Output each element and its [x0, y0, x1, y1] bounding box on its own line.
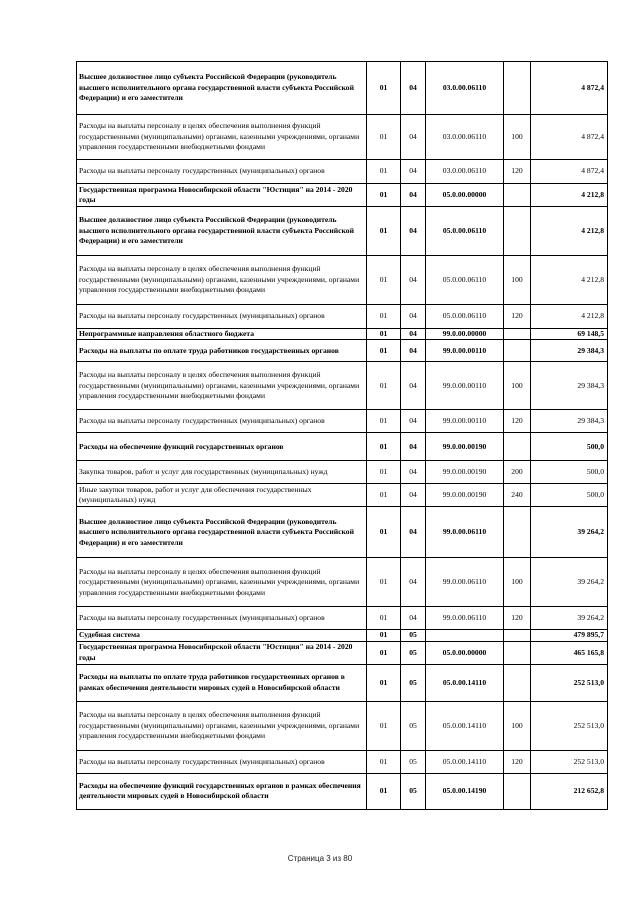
cell-expense-type: 120: [504, 410, 531, 433]
cell-amount: 39 264,2: [531, 607, 608, 630]
cell-expense-type: 120: [504, 750, 531, 773]
table-row: [77, 484, 608, 507]
cell-expense-type: 120: [504, 305, 531, 329]
table-row: [77, 461, 608, 484]
cell-section: 01: [367, 340, 401, 362]
cell-subsection: 05: [401, 664, 426, 701]
cell-name: Расходы на выплаты персоналу государственных (муниципальных) органов: [77, 750, 367, 773]
cell-section: 01: [367, 773, 401, 809]
cell-name: Закупка товаров, работ и услуг для государственных (муниципальных) нужд: [77, 461, 367, 484]
cell-subsection: 04: [401, 410, 426, 433]
table-row: [77, 773, 608, 809]
table-row: [77, 115, 608, 160]
cell-section: 01: [367, 701, 401, 750]
cell-section: 01: [367, 641, 401, 664]
cell-expense-type: [504, 630, 531, 641]
table-row: [77, 433, 608, 461]
cell-expense-type: [504, 340, 531, 362]
cell-target-article: 99.0.00.00110: [426, 410, 504, 433]
cell-target-article: 03.0.00.06110: [426, 62, 504, 115]
cell-section: 01: [367, 630, 401, 641]
cell-name: Расходы на выплаты персоналу в целях обеспечения выполнения функций государственными (муниципальными) органами, казенными учреждениями, органами управления государственными внебюджетными фондами: [77, 256, 367, 305]
cell-expense-type: 100: [504, 558, 531, 607]
cell-name: Расходы на выплаты по оплате труда работников государственных органов в рамках обеспечения деятельности мировых судей в Новосибирской области: [77, 664, 367, 701]
cell-amount: 479 895,7: [531, 630, 608, 641]
table-row: [77, 329, 608, 340]
cell-section: 01: [367, 484, 401, 507]
cell-subsection: 04: [401, 305, 426, 329]
cell-subsection: 04: [401, 433, 426, 461]
cell-section: 01: [367, 362, 401, 410]
cell-section: 01: [367, 461, 401, 484]
cell-amount: 69 148,5: [531, 329, 608, 340]
cell-amount: 29 384,3: [531, 410, 608, 433]
table-row: [77, 410, 608, 433]
cell-subsection: 04: [401, 115, 426, 160]
table-row: [77, 750, 608, 773]
cell-expense-type: [504, 329, 531, 340]
cell-expense-type: [504, 433, 531, 461]
cell-target-article: 05.0.00.14110: [426, 664, 504, 701]
cell-amount: 212 652,8: [531, 773, 608, 809]
cell-target-article: 05.0.00.06110: [426, 207, 504, 256]
cell-amount: 4 212,8: [531, 184, 608, 207]
cell-name: Расходы на выплаты персоналу в целях обеспечения выполнения функций государственными (муниципальными) органами, казенными учреждениями, органами управления государственными внебюджетными фондами: [77, 701, 367, 750]
cell-amount: 4 212,8: [531, 256, 608, 305]
cell-target-article: 05.0.00.00000: [426, 184, 504, 207]
cell-subsection: 05: [401, 630, 426, 641]
cell-amount: 4 872,4: [531, 62, 608, 115]
cell-expense-type: 200: [504, 461, 531, 484]
cell-amount: 4 872,4: [531, 160, 608, 184]
table-row: [77, 340, 608, 362]
cell-expense-type: 100: [504, 115, 531, 160]
cell-subsection: 05: [401, 641, 426, 664]
cell-section: 01: [367, 256, 401, 305]
cell-name: Расходы на обеспечение функций государственных органов в рамках обеспечения деятельности мировых судей в Новосибирской области: [77, 773, 367, 809]
table-row: [77, 62, 608, 115]
cell-amount: 252 513,0: [531, 750, 608, 773]
cell-name: Государственная программа Новосибирской области "Юстиция" на 2014 - 2020 годы: [77, 184, 367, 207]
cell-target-article: 05.0.00.00000: [426, 641, 504, 664]
table-row: [77, 607, 608, 630]
table-row: [77, 558, 608, 607]
cell-name: Высшее должностное лицо субъекта Российской Федерации (руководитель высшего исполнительного органа государственной власти субъекта Российской Федерации) и его заместители: [77, 507, 367, 558]
table-row: [77, 362, 608, 410]
table-row: [77, 701, 608, 750]
cell-target-article: 03.0.00.06110: [426, 160, 504, 184]
cell-expense-type: [504, 184, 531, 207]
cell-target-article: 03.0.00.06110: [426, 115, 504, 160]
cell-target-article: [426, 630, 504, 641]
cell-subsection: 04: [401, 207, 426, 256]
page-number-label: Страница 3 из 80: [287, 854, 353, 863]
cell-expense-type: [504, 664, 531, 701]
cell-subsection: 04: [401, 607, 426, 630]
cell-section: 01: [367, 750, 401, 773]
cell-target-article: 05.0.00.14110: [426, 750, 504, 773]
cell-amount: 29 384,3: [531, 362, 608, 410]
cell-name: Расходы на выплаты персоналу государственных (муниципальных) органов: [77, 160, 367, 184]
table-row: [77, 160, 608, 184]
cell-name: Расходы на выплаты персоналу в целях обеспечения выполнения функций государственными (муниципальными) органами, казенными учреждениями, органами управления государственными внебюджетными фондами: [77, 115, 367, 160]
budget-table-body: [77, 62, 608, 810]
cell-target-article: 05.0.00.06110: [426, 256, 504, 305]
cell-subsection: 04: [401, 558, 426, 607]
cell-amount: 465 165,8: [531, 641, 608, 664]
cell-amount: 252 513,0: [531, 664, 608, 701]
cell-target-article: 99.0.00.06110: [426, 558, 504, 607]
cell-subsection: 05: [401, 701, 426, 750]
cell-target-article: 99.0.00.00190: [426, 433, 504, 461]
budget-table-page: [76, 61, 607, 810]
cell-section: 01: [367, 207, 401, 256]
table-row: [77, 641, 608, 664]
cell-section: 01: [367, 184, 401, 207]
cell-name: Государственная программа Новосибирской области "Юстиция" на 2014 - 2020 годы: [77, 641, 367, 664]
cell-amount: 252 513,0: [531, 701, 608, 750]
cell-expense-type: [504, 773, 531, 809]
cell-target-article: 99.0.00.00000: [426, 329, 504, 340]
cell-section: 01: [367, 62, 401, 115]
cell-section: 01: [367, 507, 401, 558]
cell-section: 01: [367, 115, 401, 160]
table-row: [77, 630, 608, 641]
cell-subsection: 04: [401, 507, 426, 558]
cell-section: 01: [367, 305, 401, 329]
cell-amount: 39 264,2: [531, 558, 608, 607]
cell-expense-type: 240: [504, 484, 531, 507]
page-footer: [0, 854, 640, 863]
cell-expense-type: 120: [504, 160, 531, 184]
cell-target-article: 99.0.00.00190: [426, 484, 504, 507]
budget-table: [76, 61, 608, 810]
cell-expense-type: [504, 507, 531, 558]
table-row: [77, 664, 608, 701]
cell-subsection: 04: [401, 160, 426, 184]
table-row: [77, 184, 608, 207]
cell-target-article: 05.0.00.14110: [426, 701, 504, 750]
cell-name: Высшее должностное лицо субъекта Российской Федерации (руководитель высшего исполнительного органа государственной власти субъекта Российской Федерации) и его заместители: [77, 62, 367, 115]
cell-subsection: 05: [401, 773, 426, 809]
cell-expense-type: [504, 207, 531, 256]
table-row: [77, 207, 608, 256]
cell-target-article: 99.0.00.06110: [426, 607, 504, 630]
cell-subsection: 04: [401, 461, 426, 484]
cell-subsection: 04: [401, 256, 426, 305]
cell-target-article: 99.0.00.06110: [426, 507, 504, 558]
cell-amount: 500,0: [531, 484, 608, 507]
cell-section: 01: [367, 329, 401, 340]
cell-subsection: 05: [401, 750, 426, 773]
cell-amount: 4 212,8: [531, 305, 608, 329]
cell-subsection: 04: [401, 362, 426, 410]
table-row: [77, 507, 608, 558]
cell-section: 01: [367, 664, 401, 701]
cell-amount: 500,0: [531, 461, 608, 484]
cell-section: 01: [367, 433, 401, 461]
cell-amount: 4 872,4: [531, 115, 608, 160]
cell-expense-type: 100: [504, 362, 531, 410]
cell-section: 01: [367, 558, 401, 607]
cell-expense-type: 100: [504, 256, 531, 305]
cell-subsection: 04: [401, 329, 426, 340]
table-row: [77, 256, 608, 305]
cell-expense-type: 120: [504, 607, 531, 630]
cell-name: Расходы на выплаты персоналу в целях обеспечения выполнения функций государственными (муниципальными) органами, казенными учреждениями, органами управления государственными внебюджетными фондами: [77, 558, 367, 607]
cell-section: 01: [367, 160, 401, 184]
cell-name: Расходы на выплаты персоналу государственных (муниципальных) органов: [77, 410, 367, 433]
cell-name: Судебная система: [77, 630, 367, 641]
cell-subsection: 04: [401, 184, 426, 207]
cell-name: Высшее должностное лицо субъекта Российской Федерации (руководитель высшего исполнительного органа государственной власти субъекта Российской Федерации) и его заместители: [77, 207, 367, 256]
cell-target-article: 05.0.00.14190: [426, 773, 504, 809]
cell-amount: 4 212,8: [531, 207, 608, 256]
cell-subsection: 04: [401, 62, 426, 115]
cell-section: 01: [367, 410, 401, 433]
cell-target-article: 99.0.00.00190: [426, 461, 504, 484]
cell-expense-type: [504, 62, 531, 115]
cell-name: Расходы на обеспечение функций государственных органов: [77, 433, 367, 461]
cell-amount: 39 264,2: [531, 507, 608, 558]
cell-expense-type: 100: [504, 701, 531, 750]
cell-amount: 500,0: [531, 433, 608, 461]
cell-target-article: 05.0.00.06110: [426, 305, 504, 329]
cell-target-article: 99.0.00.00110: [426, 362, 504, 410]
cell-name: Расходы на выплаты персоналу в целях обеспечения выполнения функций государственными (муниципальными) органами, казенными учреждениями, органами управления государственными внебюджетными фондами: [77, 362, 367, 410]
cell-expense-type: [504, 641, 531, 664]
cell-subsection: 04: [401, 340, 426, 362]
cell-name: Расходы на выплаты персоналу государственных (муниципальных) органов: [77, 607, 367, 630]
cell-name: Непрограммные направления областного бюджета: [77, 329, 367, 340]
table-row: [77, 305, 608, 329]
cell-name: Расходы на выплаты по оплате труда работников государственных органов: [77, 340, 367, 362]
cell-subsection: 04: [401, 484, 426, 507]
cell-target-article: 99.0.00.00110: [426, 340, 504, 362]
cell-amount: 29 384,3: [531, 340, 608, 362]
cell-section: 01: [367, 607, 401, 630]
cell-name: Расходы на выплаты персоналу государственных (муниципальных) органов: [77, 305, 367, 329]
cell-name: Иные закупки товаров, работ и услуг для обеспечения государственных (муниципальных) нужд: [77, 484, 367, 507]
